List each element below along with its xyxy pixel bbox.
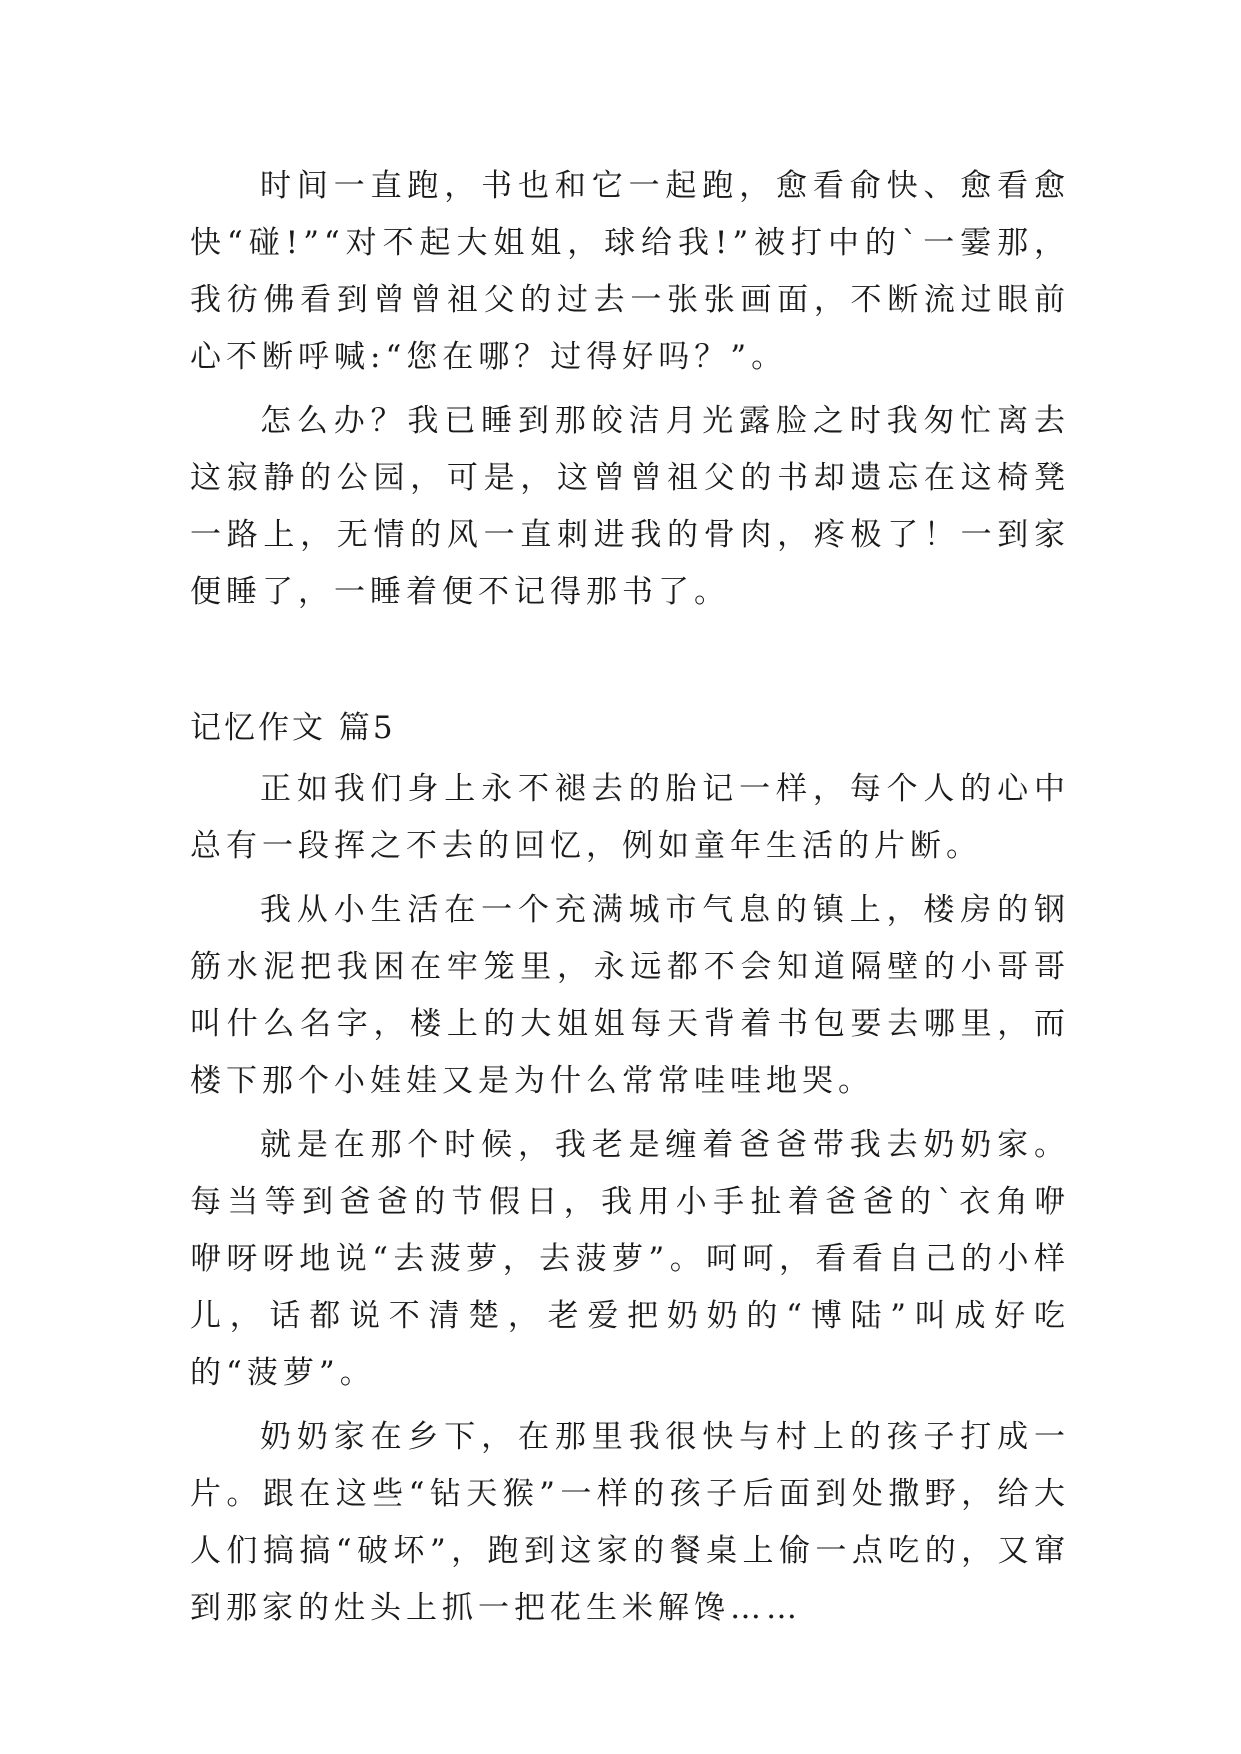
paragraph: 就是在那个时候，我老是缠着爸爸带我去奶奶家。每当等到爸爸的节假日，我用小手扯着爸爸的`衣角咿咿呀呀地说“去菠萝，去菠萝”。呵呵，看看自己的小样儿，话都说不清楚，老爱把奶奶的“博陆”叫成好吃的“菠萝”。 (190, 1127, 1070, 1391)
document-body (190, 158, 1070, 1644)
paragraph: 奶奶家在乡下，在那里我很快与村上的孩子打成一片。跟在这些“钻天猴”一样的孩子后面到处撒野，给大人们搞搞“破坏”，跑到这家的餐桌上偷一点吃的，又窜到那家的灶头上抓一把花生米解馋…… (190, 1419, 1070, 1626)
paragraph: 正如我们身上永不褪去的胎记一样，每个人的心中总有一段挥之不去的回忆，例如童年生活的片断。 (190, 771, 1070, 864)
paragraph: 怎么办？我已睡到那皎洁月光露脸之时我匆忙离去这寂静的公园，可是，这曾曾祖父的书却遗忘在这椅凳一路上，无情的风一直刺进我的骨肉，疼极了！一到家便睡了，一睡着便不记得那书了。 (190, 403, 1070, 610)
paragraph: 时间一直跑，书也和它一起跑，愈看俞快、愈看愈快“碰!”“对不起大姐姐，球给我!”被打中的`一霎那，我彷佛看到曾曾祖父的过去一张张画面，不断流过眼前心不断呼喊:“您在哪？过得好吗？”。 (190, 168, 1070, 375)
section-heading: 记忆作文 篇5 (190, 710, 396, 746)
paragraph: 我从小生活在一个充满城市气息的镇上，楼房的钢筋水泥把我困在牢笼里，永远都不会知道隔壁的小哥哥叫什么名字，楼上的大姐姐每天背着书包要去哪里，而楼下那个小娃娃又是为什么常常哇哇地哭。 (190, 892, 1070, 1099)
